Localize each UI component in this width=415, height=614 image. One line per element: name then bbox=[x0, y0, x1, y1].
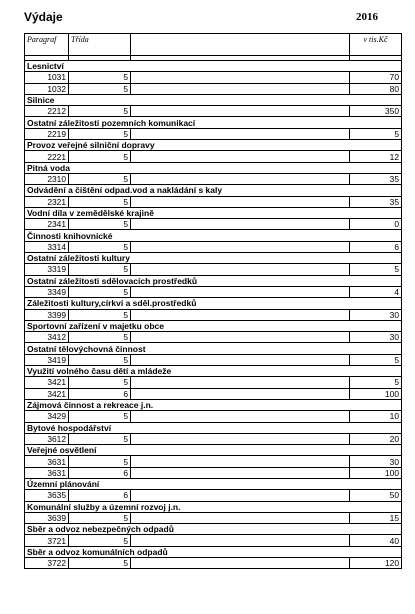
cell-blank bbox=[131, 83, 350, 94]
cell-trida: 5 bbox=[69, 128, 131, 139]
cell-trida: 5 bbox=[69, 83, 131, 94]
cell-value: 30 bbox=[350, 309, 402, 320]
section-row bbox=[25, 546, 402, 557]
table-row bbox=[25, 535, 402, 546]
cell-blank bbox=[131, 309, 350, 320]
header-paragraf: Paragraf bbox=[25, 34, 69, 56]
cell-trida: 5 bbox=[69, 535, 131, 546]
cell-trida: 5 bbox=[69, 354, 131, 365]
table-row bbox=[25, 106, 402, 117]
table-row bbox=[25, 83, 402, 94]
section-title: Ostatní záležitosti pozemních komunikací bbox=[25, 117, 402, 128]
header-blank bbox=[131, 34, 350, 56]
cell-value: 80 bbox=[350, 83, 402, 94]
cell-value: 6 bbox=[350, 241, 402, 252]
cell-paragraf: 2221 bbox=[25, 151, 69, 162]
cell-value: 20 bbox=[350, 433, 402, 444]
cell-paragraf: 3419 bbox=[25, 354, 69, 365]
cell-trida: 5 bbox=[69, 512, 131, 523]
section-title: Ostatní záležitosti kultury bbox=[25, 253, 402, 264]
table-row bbox=[25, 456, 402, 467]
cell-value: 0 bbox=[350, 219, 402, 230]
cell-value: 35 bbox=[350, 196, 402, 207]
cell-value: 5 bbox=[350, 377, 402, 388]
cell-trida: 6 bbox=[69, 467, 131, 478]
section-row bbox=[25, 207, 402, 218]
cell-value: 120 bbox=[350, 558, 402, 569]
cell-value: 100 bbox=[350, 388, 402, 399]
table-row bbox=[25, 309, 402, 320]
section-title: Sběr a odvoz nebezpečných odpadů bbox=[25, 524, 402, 535]
section-title: Činnosti knihovnické bbox=[25, 230, 402, 241]
table-row bbox=[25, 558, 402, 569]
cell-paragraf: 3399 bbox=[25, 309, 69, 320]
cell-trida: 5 bbox=[69, 286, 131, 297]
cell-value: 10 bbox=[350, 411, 402, 422]
cell-paragraf: 3319 bbox=[25, 264, 69, 275]
cell-blank bbox=[131, 388, 350, 399]
table-header-row bbox=[25, 34, 402, 56]
cell-paragraf: 2341 bbox=[25, 219, 69, 230]
cell-value: 30 bbox=[350, 332, 402, 343]
cell-blank bbox=[131, 286, 350, 297]
cell-blank bbox=[131, 173, 350, 184]
cell-paragraf: 3631 bbox=[25, 456, 69, 467]
cell-value: 30 bbox=[350, 456, 402, 467]
section-title: Využití volného času dětí a mládeže bbox=[25, 366, 402, 377]
cell-trida: 5 bbox=[69, 106, 131, 117]
table-row bbox=[25, 128, 402, 139]
page-title: Výdaje bbox=[24, 10, 63, 24]
cell-value: 50 bbox=[350, 490, 402, 501]
table-row bbox=[25, 332, 402, 343]
section-title: Záležitosti kultury,církví a sděl.prostředků bbox=[25, 298, 402, 309]
header-unit: v tis.Kč bbox=[350, 34, 402, 56]
section-row bbox=[25, 61, 402, 72]
table-row bbox=[25, 286, 402, 297]
section-row bbox=[25, 399, 402, 410]
cell-blank bbox=[131, 332, 350, 343]
section-title: Bytové hospodářství bbox=[25, 422, 402, 433]
cell-paragraf: 2212 bbox=[25, 106, 69, 117]
budget-year: 2016 bbox=[356, 11, 378, 23]
table-row bbox=[25, 411, 402, 422]
table-row bbox=[25, 264, 402, 275]
cell-trida: 5 bbox=[69, 72, 131, 83]
cell-paragraf: 3722 bbox=[25, 558, 69, 569]
section-title: Ostatní záležitosti sdělovacích prostředků bbox=[25, 275, 402, 286]
cell-blank bbox=[131, 354, 350, 365]
cell-value: 5 bbox=[350, 264, 402, 275]
section-row bbox=[25, 445, 402, 456]
cell-value: 5 bbox=[350, 128, 402, 139]
cell-value: 35 bbox=[350, 173, 402, 184]
section-title: Komunální služby a územní rozvoj j.n. bbox=[25, 501, 402, 512]
section-row bbox=[25, 94, 402, 105]
section-row bbox=[25, 478, 402, 489]
cell-blank bbox=[131, 72, 350, 83]
cell-trida: 6 bbox=[69, 490, 131, 501]
cell-trida: 5 bbox=[69, 264, 131, 275]
section-title: Sběr a odvoz komunálních odpadů bbox=[25, 546, 402, 557]
cell-paragraf: 3421 bbox=[25, 388, 69, 399]
cell-value: 350 bbox=[350, 106, 402, 117]
table-body bbox=[25, 34, 402, 569]
cell-blank bbox=[131, 151, 350, 162]
header-trida: Třída bbox=[69, 34, 131, 56]
cell-paragraf: 3639 bbox=[25, 512, 69, 523]
cell-blank bbox=[131, 196, 350, 207]
cell-value: 12 bbox=[350, 151, 402, 162]
section-row bbox=[25, 524, 402, 535]
cell-trida: 5 bbox=[69, 173, 131, 184]
cell-blank bbox=[131, 264, 350, 275]
expenditure-table bbox=[24, 33, 402, 569]
section-title: Silnice bbox=[25, 94, 402, 105]
cell-paragraf: 3412 bbox=[25, 332, 69, 343]
cell-paragraf: 3631 bbox=[25, 467, 69, 478]
section-row bbox=[25, 422, 402, 433]
cell-blank bbox=[131, 106, 350, 117]
section-title: Ostatní tělovýchovná činnost bbox=[25, 343, 402, 354]
section-row bbox=[25, 117, 402, 128]
cell-trida: 5 bbox=[69, 151, 131, 162]
cell-trida: 5 bbox=[69, 309, 131, 320]
table-row bbox=[25, 354, 402, 365]
table-row bbox=[25, 173, 402, 184]
cell-paragraf: 3349 bbox=[25, 286, 69, 297]
cell-trida: 5 bbox=[69, 219, 131, 230]
cell-paragraf: 3429 bbox=[25, 411, 69, 422]
cell-paragraf: 3612 bbox=[25, 433, 69, 444]
cell-trida: 5 bbox=[69, 558, 131, 569]
section-title: Sportovní zařízení v majetku obce bbox=[25, 320, 402, 331]
cell-blank bbox=[131, 377, 350, 388]
section-row bbox=[25, 162, 402, 173]
section-row bbox=[25, 185, 402, 196]
table-row bbox=[25, 388, 402, 399]
table-row bbox=[25, 377, 402, 388]
cell-blank bbox=[131, 490, 350, 501]
cell-blank bbox=[131, 411, 350, 422]
table-row bbox=[25, 241, 402, 252]
cell-blank bbox=[131, 128, 350, 139]
table-row bbox=[25, 490, 402, 501]
cell-trida: 5 bbox=[69, 196, 131, 207]
section-title: Pitná voda bbox=[25, 162, 402, 173]
section-title: Vodní díla v zemědělské krajině bbox=[25, 207, 402, 218]
cell-blank bbox=[131, 456, 350, 467]
cell-paragraf: 1032 bbox=[25, 83, 69, 94]
cell-paragraf: 3314 bbox=[25, 241, 69, 252]
cell-trida: 5 bbox=[69, 456, 131, 467]
cell-paragraf: 3721 bbox=[25, 535, 69, 546]
cell-blank bbox=[131, 535, 350, 546]
cell-paragraf: 1031 bbox=[25, 72, 69, 83]
cell-paragraf: 2219 bbox=[25, 128, 69, 139]
table-row bbox=[25, 219, 402, 230]
section-row bbox=[25, 140, 402, 151]
cell-trida: 5 bbox=[69, 241, 131, 252]
cell-trida: 6 bbox=[69, 388, 131, 399]
table-row bbox=[25, 512, 402, 523]
cell-value: 40 bbox=[350, 535, 402, 546]
table-row bbox=[25, 151, 402, 162]
cell-paragraf: 3421 bbox=[25, 377, 69, 388]
section-title: Zájmová činnost a rekreace j.n. bbox=[25, 399, 402, 410]
cell-value: 4 bbox=[350, 286, 402, 297]
section-row bbox=[25, 343, 402, 354]
cell-value: 100 bbox=[350, 467, 402, 478]
section-title: Odvádění a čištění odpad.vod a nakládání s kaly bbox=[25, 185, 402, 196]
section-row bbox=[25, 275, 402, 286]
section-row bbox=[25, 298, 402, 309]
cell-blank bbox=[131, 512, 350, 523]
cell-blank bbox=[131, 558, 350, 569]
table-row bbox=[25, 433, 402, 444]
cell-value: 15 bbox=[350, 512, 402, 523]
table-row bbox=[25, 467, 402, 478]
cell-blank bbox=[131, 467, 350, 478]
cell-blank bbox=[131, 241, 350, 252]
table-row bbox=[25, 196, 402, 207]
cell-paragraf: 3635 bbox=[25, 490, 69, 501]
section-row bbox=[25, 501, 402, 512]
section-row bbox=[25, 366, 402, 377]
cell-trida: 5 bbox=[69, 377, 131, 388]
cell-trida: 5 bbox=[69, 433, 131, 444]
cell-value: 70 bbox=[350, 72, 402, 83]
section-row bbox=[25, 320, 402, 331]
section-title: Veřejné osvětlení bbox=[25, 445, 402, 456]
cell-trida: 5 bbox=[69, 411, 131, 422]
section-row bbox=[25, 253, 402, 264]
section-title: Lesnictví bbox=[25, 61, 402, 72]
section-row bbox=[25, 230, 402, 241]
cell-paragraf: 2321 bbox=[25, 196, 69, 207]
cell-paragraf: 2310 bbox=[25, 173, 69, 184]
cell-value: 5 bbox=[350, 354, 402, 365]
section-title: Územní plánování bbox=[25, 478, 402, 489]
cell-trida: 5 bbox=[69, 332, 131, 343]
cell-blank bbox=[131, 219, 350, 230]
cell-blank bbox=[131, 433, 350, 444]
section-title: Provoz veřejné silniční dopravy bbox=[25, 140, 402, 151]
table-row bbox=[25, 72, 402, 83]
